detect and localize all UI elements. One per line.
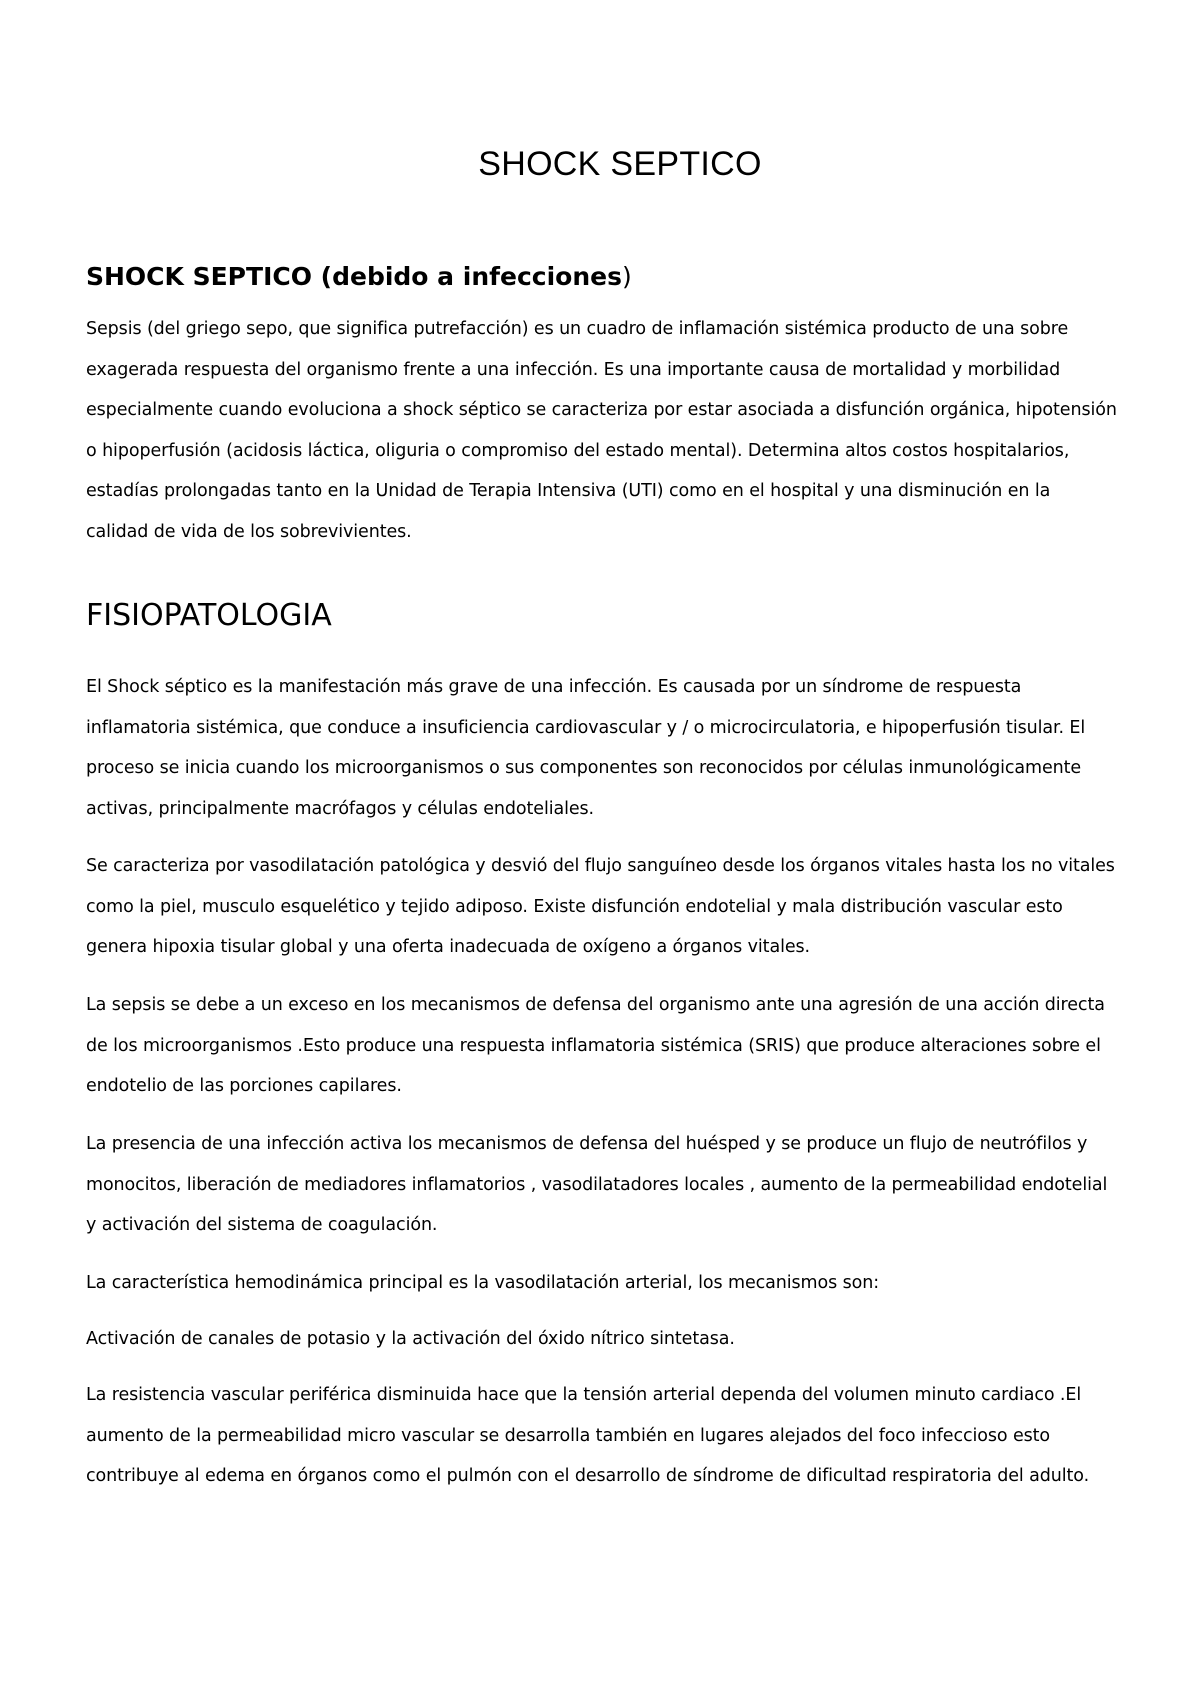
intro-paragraph <box>86 309 1166 552</box>
paragraph-line: genera hipoxia tisular global y una oferta inadecuada de oxígeno a órganos vitales. <box>86 937 810 957</box>
paragraph-line: La presencia de una infección activa los mecanismos de defensa del huésped y se produce un flujo de neutrófilos y <box>86 1134 1088 1154</box>
paragraph-line: estadías prolongadas tanto en la Unidad de Terapia Intensiva (UTI) como en el hospital y una disminución en la <box>86 481 1051 501</box>
paragraph-line: El Shock séptico es la manifestación más grave de una infección. Es causada por un síndrome de respuesta <box>86 677 1022 697</box>
paragraph-line: Activación de canales de potasio y la activación del óxido nítrico sintetasa. <box>86 1329 735 1349</box>
paragraph-line: contribuye al edema en órganos como el pulmón con el desarrollo de síndrome de dificultad respiratoria del adulto. <box>86 1466 1090 1486</box>
fisiopatologia-paragraph-7 <box>86 1375 1166 1497</box>
fisiopatologia-paragraph-6 <box>86 1319 1166 1360</box>
paragraph-line: La característica hemodinámica principal es la vasodilatación arterial, los mecanismos son: <box>86 1273 879 1293</box>
paragraph-line: inflamatoria sistémica, que conduce a insuficiencia cardiovascular y / o microcirculatoria, e hipoperfusión tisular. El <box>86 717 1086 738</box>
fisiopatologia-paragraph-3 <box>86 985 1166 1107</box>
fisiopatologia-paragraph-5 <box>86 1263 1166 1304</box>
section-heading-text: SHOCK SEPTICO (debido a infecciones <box>86 262 622 291</box>
paragraph-line: calidad de vida de los sobrevivientes. <box>86 521 412 542</box>
paragraph-line: aumento de la permeabilidad micro vascular se desarrolla también en lugares alejados del foco infeccioso esto <box>86 1425 1050 1446</box>
paragraph-line: exagerada respuesta del organismo frente a una infección. Es una importante causa de mortalidad y morbilidad <box>86 359 1061 380</box>
document-title: SHOCK SEPTICO <box>478 145 762 183</box>
paragraph-line: especialmente cuando evoluciona a shock séptico se caracteriza por estar asociada a disfunción orgánica, hipotensión <box>86 400 1117 420</box>
paragraph-line: endotelio de las porciones capilares. <box>86 1076 402 1096</box>
paragraph-line: o hipoperfusión (acidosis láctica, oliguria o compromiso del estado mental). Determina altos costos hospitalarios, <box>86 440 1070 461</box>
section-heading-fisiopatologia: FISIOPATOLOGIA <box>86 598 332 633</box>
section-heading-suffix: ) <box>621 262 632 291</box>
paragraph-line: La resistencia vascular periférica disminuida hace que la tensión arterial dependa del volumen minuto cardiaco .El <box>86 1385 1082 1405</box>
paragraph-line: y activación del sistema de coagulación. <box>86 1215 438 1235</box>
paragraph-line: activas, principalmente macrófagos y células endoteliales. <box>86 798 594 819</box>
fisiopatologia-paragraph-4 <box>86 1124 1166 1246</box>
paragraph-line: de los microorganismos .Esto produce una respuesta inflamatoria sistémica (SRIS) que produce alteraciones sobre el <box>86 1035 1101 1056</box>
paragraph-line: Se caracteriza por vasodilatación patológica y desvió del flujo sanguíneo desde los órganos vitales hasta los no vitales <box>86 856 1115 876</box>
paragraph-line: Sepsis (del griego sepo, que significa putrefacción) es un cuadro de inflamación sistémica producto de una sobre <box>86 319 1069 339</box>
paragraph-line: monocitos, liberación de mediadores inflamatorios , vasodilatadores locales , aumento de la permeabilidad endotelial <box>86 1174 1108 1195</box>
paragraph-line: como la piel, musculo esquelético y tejido adiposo. Existe disfunción endotelial y mala distribución vascular esto <box>86 896 1063 917</box>
fisiopatologia-paragraph-1 <box>86 667 1166 829</box>
paragraph-line: La sepsis se debe a un exceso en los mecanismos de defensa del organismo ante una agresión de una acción directa <box>86 995 1105 1015</box>
fisiopatologia-paragraph-2 <box>86 846 1166 968</box>
section-heading-shock-septico <box>86 262 632 291</box>
paragraph-line: proceso se inicia cuando los microorganismos o sus componentes son reconocidos por células inmunológicamente <box>86 758 1082 778</box>
